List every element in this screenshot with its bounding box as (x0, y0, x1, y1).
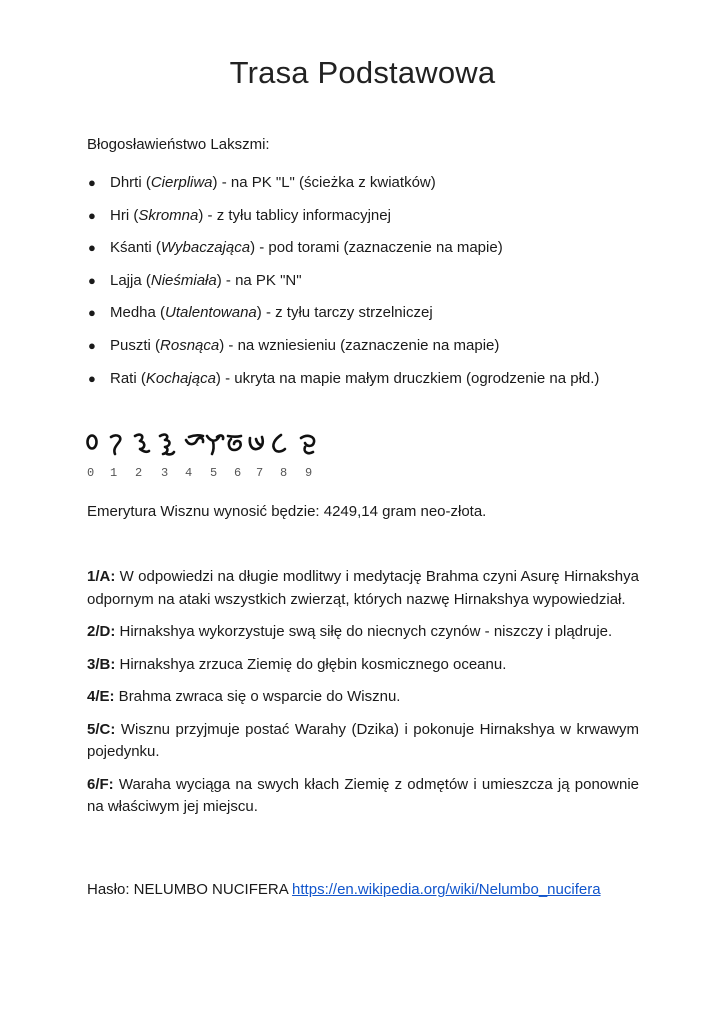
page-title: Trasa Podstawowa (229, 55, 496, 90)
list-item: ● Rati (Kochająca) - ukryta na mapie małym druczkiem (ogrodzenie na płd.) (87, 366, 647, 399)
numeral-label: 3 (161, 466, 169, 480)
wikipedia-link[interactable]: https://en.wikipedia.org/wiki/Nelumbo_nucifera (292, 881, 601, 898)
step-text: W odpowiedzi na długie modlitwy i medytację Brahma czyni Asurę Hirnakshya odpornym na ataki wszystkich zwierząt, których nazwę Hirnakshya wypowiedział. (87, 568, 639, 608)
blessing-name: Kśanti (110, 239, 152, 257)
glyph-8-icon (273, 435, 285, 452)
blessing-trait: Kochająca (145, 369, 216, 387)
glyph-4-icon (186, 435, 203, 444)
blessing-location: - na PK "L" (ścieżka z kwiatków) (217, 174, 436, 191)
numeral-label: 5 (210, 466, 218, 480)
blessing-name: Dhrti (110, 174, 142, 191)
list-item: ● Puszti (Rosnąca) - na wzniesieniu (zaznaczenie na mapie) (87, 333, 647, 366)
story-step (87, 719, 639, 764)
blessing-name: Medha (110, 304, 156, 322)
step-label: 2/D: (87, 623, 116, 640)
blessing-location: - na PK "N" (221, 271, 302, 289)
bullet-icon: ● (88, 337, 96, 353)
list-item: ● Hri (Skromna) - z tyłu tablicy informacyjnej (87, 203, 647, 236)
bullet-icon: ● (88, 207, 96, 223)
numeral-label: 7 (256, 466, 264, 480)
blessing-location: - z tyłu tablicy informacyjnej (203, 206, 391, 224)
list-item: ● Dhrti (Cierpliwa) - na PK "L" (ścieżka z kwiatków) (87, 170, 647, 203)
blessing-intro: Błogosławieństwo Lakszmi: (87, 136, 270, 153)
story-step (87, 686, 639, 709)
step-label: 3/B: (87, 655, 116, 673)
blessing-trait: Nieśmiała (150, 271, 217, 289)
step-label: 1/A: (87, 568, 116, 585)
list-item: ● Lajja (Nieśmiała) - na PK "N" (87, 268, 647, 301)
blessing-trait: Wybaczająca (160, 239, 251, 257)
step-label: 6/F: (87, 775, 114, 793)
glyph-6-icon (228, 436, 241, 450)
bullet-icon: ● (88, 240, 96, 256)
numeral-label: 0 (87, 466, 95, 480)
blessing-location: - z tyłu tarczy strzelniczej (261, 304, 433, 322)
pension-statement: Emerytura Wisznu wynosić będzie: 4249,14 gram neo-złota. (87, 503, 487, 520)
step-text: Brahma zwraca się o wsparcie do Wisznu. (114, 688, 401, 705)
step-text: Waraha wyciąga na swych kłach Ziemię z odmętów i umieszcza ją ponownie na właściwym jej miejscu. (87, 775, 639, 815)
glyph-7-icon (250, 437, 263, 449)
step-label: 4/E: (87, 688, 115, 705)
glyph-1-icon (111, 435, 120, 454)
blessing-trait: Utalentowana (165, 304, 257, 322)
story-step (87, 774, 639, 819)
glyph-5-icon (207, 436, 223, 454)
blessing-name: Puszti (110, 336, 151, 354)
story-steps (87, 566, 639, 829)
blessing-name: Rati (110, 369, 137, 387)
blessing-location: - na wzniesieniu (zaznaczenie na mapie) (224, 336, 500, 354)
blessing-name: Lajja (110, 271, 142, 289)
story-step (87, 566, 639, 611)
blessing-location: - pod torami (zaznaczenie na mapie) (255, 239, 503, 257)
blessing-list (87, 170, 647, 398)
password-line (87, 881, 601, 898)
step-text: Hirnakshya wykorzystuje swą siłę do niecnych czynów - niszczy i plądruje. (115, 623, 613, 640)
blessing-trait: Cierpliwa (150, 174, 213, 191)
story-step (87, 654, 639, 677)
glyph-0-icon (88, 436, 97, 449)
numeral-label: 1 (110, 466, 118, 480)
numeral-label: 8 (280, 466, 288, 480)
step-text: Hirnakshya zrzuca Ziemię do głębin kosmicznego oceanu. (115, 655, 507, 673)
glyph-3-icon (160, 435, 174, 455)
numeral-label: 6 (234, 466, 242, 480)
numeral-label: 4 (185, 466, 193, 480)
story-step (87, 621, 639, 644)
blessing-location: - ukryta na mapie małym druczkiem (ogrodzenie na płd.) (220, 369, 600, 387)
glyph-2-icon (135, 435, 149, 452)
numeral-label: 2 (135, 466, 143, 480)
glyph-9-icon (301, 436, 314, 453)
bullet-icon: ● (88, 370, 96, 386)
step-text: Wisznu przyjmuje postać Warahy (Dzika) i pokonuje Hirnakshya w krwawym pojedynku. (87, 720, 639, 760)
devanagari-numeral-glyphs (85, 425, 345, 459)
list-item: ● Medha (Utalentowana) - z tyłu tarczy strzelniczej (87, 300, 647, 333)
list-item: ● Kśanti (Wybaczająca) - pod torami (zaznaczenie na mapie) (87, 235, 647, 268)
bullet-icon: ● (88, 175, 96, 190)
blessing-name: Hri (110, 206, 130, 224)
numeral-label: 9 (305, 466, 313, 480)
bullet-icon: ● (88, 305, 96, 321)
bullet-icon: ● (88, 272, 96, 288)
blessing-trait: Rosnąca (160, 336, 220, 354)
step-label: 5/C: (87, 720, 116, 738)
blessing-trait: Skromna (138, 206, 199, 224)
password-label: Hasło: NELUMBO NUCIFERA (87, 881, 293, 898)
